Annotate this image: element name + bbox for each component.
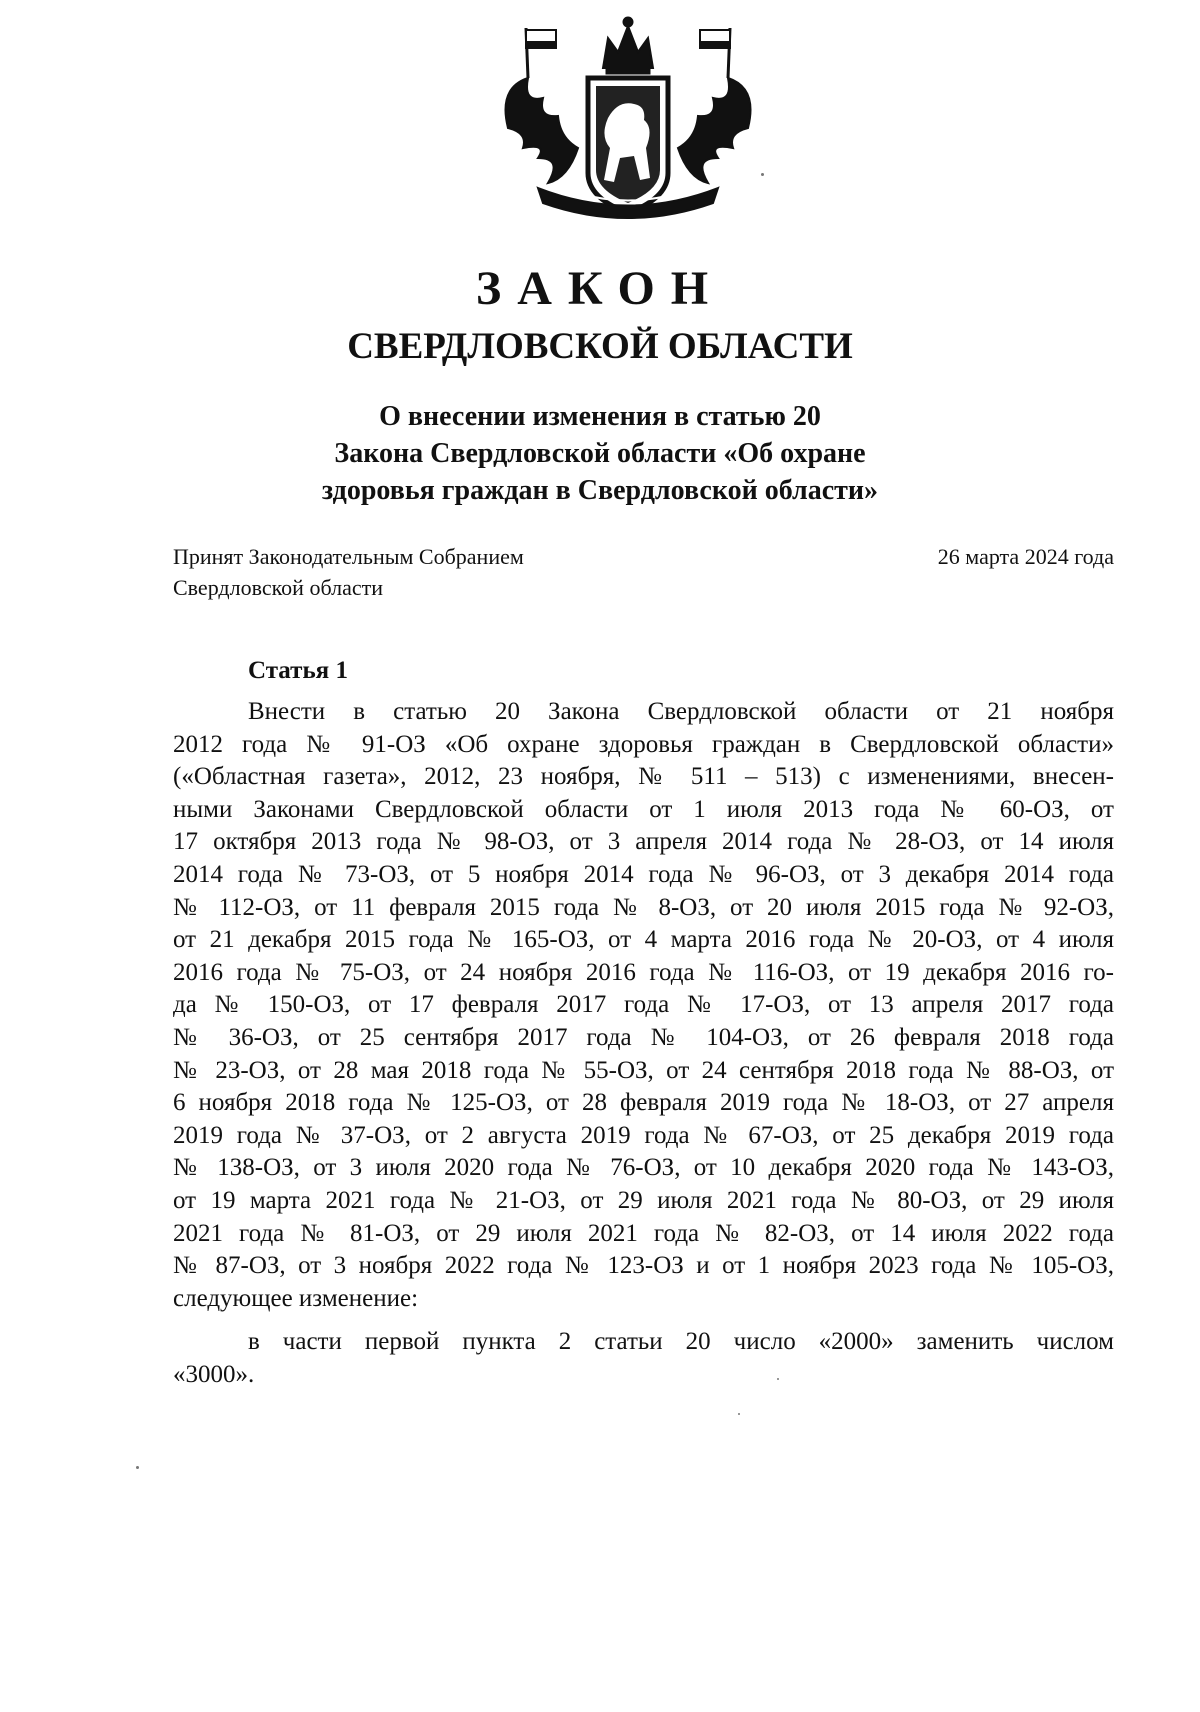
paragraph-line: 17 октября 2013 года № 98-ОЗ, от 3 апреля 2014 года № 28-ОЗ, от 14 июля [173,828,1114,856]
paragraph-line: № 138-ОЗ, от 3 июля 2020 года № 76-ОЗ, от 10 декабря 2020 года № 143-ОЗ, [173,1154,1114,1182]
coat-of-arms-icon [468,8,788,228]
paragraph-line: от 21 декабря 2015 года № 165-ОЗ, от 4 марта 2016 года № 20-ОЗ, от 4 июля [173,926,1114,954]
paragraph-line: № 87-ОЗ, от 3 ноября 2022 года № 123-ОЗ и от 1 ноября 2023 года № 105-ОЗ, [173,1252,1114,1280]
paragraph-line: («Областная газета», 2012, 23 ноября, № 511 – 513) с изменениями, внесен- [173,763,1114,791]
adopted-by-line: Принят Законодательным Собранием [173,544,524,569]
paragraph-line: «3000». [173,1360,255,1388]
paragraph-line: № 36-ОЗ, от 25 сентября 2017 года № 104-ОЗ, от 26 февраля 2018 года [173,1023,1114,1051]
adopted-by-line: Свердловской области [173,575,383,600]
adoption-date: 26 марта 2024 года [937,544,1114,569]
paragraph-line: № 23-ОЗ, от 28 мая 2018 года № 55-ОЗ, от 24 сентября 2018 года № 88-ОЗ, от [173,1056,1114,1084]
paragraph-line: Внести в статью 20 Закона Свердловской области от 21 ноября [248,698,1114,725]
article-paragraph [173,696,1114,1315]
scan-speck [136,1466,139,1469]
scan-speck [777,1378,779,1380]
law-subject-title [0,398,1200,509]
paragraph-line: следующее изменение: [173,1284,419,1312]
scan-speck [761,173,764,176]
article-body [173,696,1114,1391]
paragraph-line: от 19 марта 2021 года № 21-ОЗ, от 29 июля 2021 года № 80-ОЗ, от 29 июля [173,1186,1114,1214]
article-paragraph [173,1326,1114,1391]
document-type-title: ЗАКОН [475,262,725,315]
issuing-region-title: СВЕРДЛОВСКОЙ ОБЛАСТИ [347,326,853,367]
paragraph-line: 2019 года № 37-ОЗ, от 2 августа 2019 года № 67-ОЗ, от 25 декабря 2019 года [173,1121,1114,1149]
paragraph-line: да № 150-ОЗ, от 17 февраля 2017 года № 17-ОЗ, от 13 апреля 2017 года [173,991,1114,1019]
law-subject-line: здоровья граждан в Свердловской области» [321,475,879,506]
law-subject-line: Закона Свердловской области «Об охране [334,438,866,469]
paragraph-line: 2014 года № 73-ОЗ, от 5 ноября 2014 года № 96-ОЗ, от 3 декабря 2014 года [173,860,1114,888]
adopted-by [173,541,524,603]
paragraph-line: 6 ноября 2018 года № 125-ОЗ, от 28 февраля 2019 года № 18-ОЗ, от 27 апреля [173,1089,1114,1117]
article-heading: Статья 1 [248,657,348,684]
paragraph-line: в части первой пункта 2 статьи 20 число «2000» заменить числом [248,1328,1114,1356]
scan-speck [738,1413,740,1415]
paragraph-line: 2016 года № 75-ОЗ, от 24 ноября 2016 года № 116-ОЗ, от 19 декабря 2016 го- [173,958,1114,986]
paragraph-line: ными Законами Свердловской области от 1 июля 2013 года № 60-ОЗ, от [173,795,1114,823]
law-subject-line: О внесении изменения в статью 20 [379,401,821,432]
paragraph-line: 2021 года № 81-ОЗ, от 29 июля 2021 года № 82-ОЗ, от 14 июля 2022 года [173,1219,1114,1247]
paragraph-line: № 112-ОЗ, от 11 февраля 2015 года № 8-ОЗ, от 20 июля 2015 года № 92-ОЗ, [173,893,1114,921]
paragraph-line: 2012 года № 91-ОЗ «Об охране здоровья граждан в Свердловской области» [173,730,1114,758]
